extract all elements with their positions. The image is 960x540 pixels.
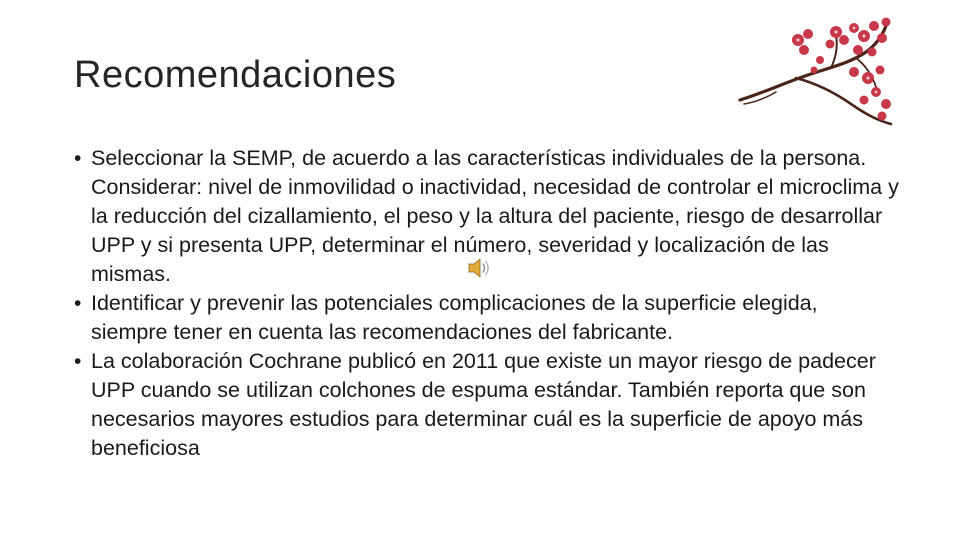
bullet-text: Seleccionar la SEMP, de acuerdo a las características individuales de la persona. Considerar: nivel de inmovilidad o inactividad, necesidad de controlar el microclima y la reducción del cizallamiento, el peso y la altura del paciente, riesgo de desarrollar UPP y si presenta UPP, determinar el número, severidad y localización de las mismas. — [91, 146, 899, 286]
bullet-marker: • — [74, 350, 82, 373]
cherry-blossom-branch-icon — [736, 12, 896, 132]
bullet-marker: • — [74, 147, 82, 170]
speaker-icon[interactable] — [466, 255, 490, 281]
bullet-marker: • — [74, 292, 82, 315]
bullet-list — [70, 144, 900, 463]
bullet-text: Identificar y prevenir las potenciales complicaciones de la superficie elegida, siempre tener en cuenta las recomendaciones del fabricante. — [91, 291, 818, 344]
list-item — [70, 347, 900, 463]
bullet-text: La colaboración Cochrane publicó en 2011 que existe un mayor riesgo de padecer UPP cuando se utilizan colchones de espuma estándar. También reporta que son necesarios mayores estudios para determinar cuál es la superficie de apoyo más beneficiosa — [91, 349, 876, 460]
list-item — [70, 289, 900, 347]
slide-title: Recomendaciones — [74, 54, 397, 96]
